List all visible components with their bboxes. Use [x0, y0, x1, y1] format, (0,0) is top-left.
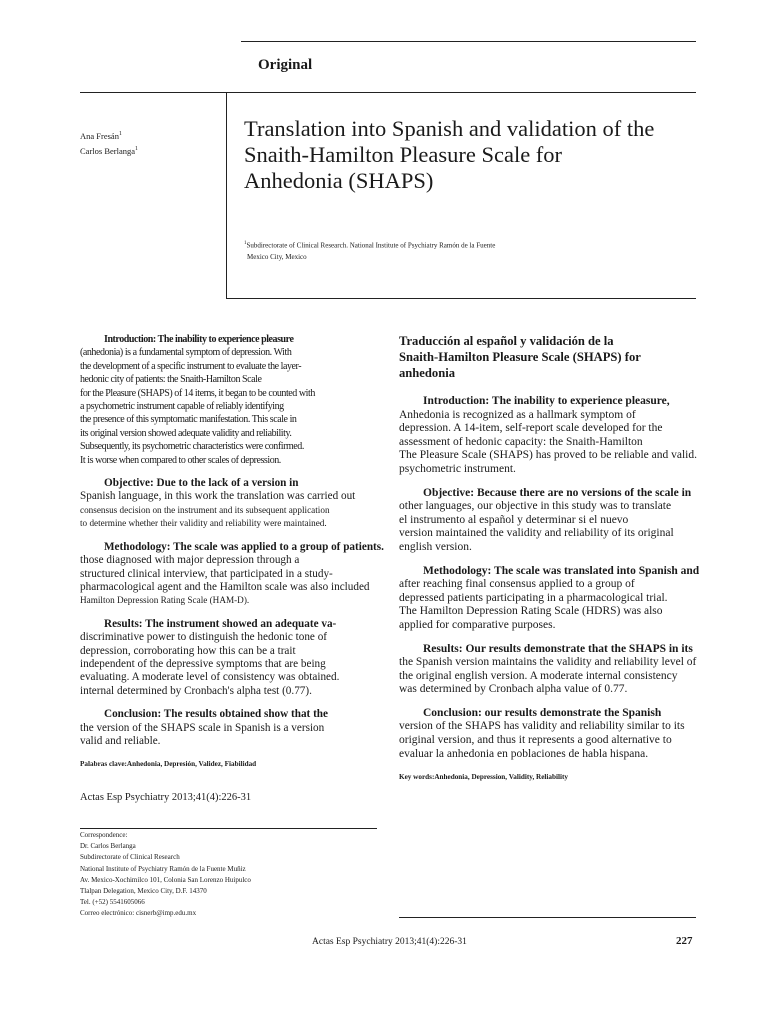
abstract-objective: Objective: Due to the lack of a version in Spanish language, in this work the translation was carried out consensus decision on the instrument and its subsequent application to determine whether their validity and reliability were maintained.: [80, 477, 356, 529]
keywords-es: Palabras clave:Anhedonia, Depresión, Validez, Fiabilidad: [80, 760, 257, 769]
header-bottom-rule: [226, 298, 696, 299]
abstract-conclusion: Conclusion: The results obtained show that the the version of the SHAPS scale in Spanish is a version valid and reliable.: [80, 708, 328, 747]
resumen-methodology: Methodology: The scale was translated into Spanish and after reaching final consensus applied to a group of depressed patients participating in a pharmacological trial. The Hamilton Depression Rating Scale (HDRS) was also applied for comparative purposes.: [399, 564, 700, 631]
author-1: Ana Fresán$^1$: [80, 130, 122, 141]
resumen-results: Results: Our results demonstrate that the SHAPS in its the Spanish version maintains the validity and reliability level of the original english version. A moderate internal consistency was determined by Cronbach alpha value of 0.77.: [399, 642, 697, 696]
correspondence-email: Correo electrónico: cisnerb@imp.edu.mx: [80, 909, 197, 918]
spanish-title: Traducción al español y validación de la Snaith-Hamilton Pleasure Scale (SHAPS) for anhedonia: [399, 334, 641, 380]
abstract-methodology: Methodology: The scale was applied to a group of patients. those diagnosed with major depression through a structured clinical interview, that participated in a study- pharmacological agent and the Hamilton scale was also included Hamilton Depression Rating Scale (HAM-D).: [80, 540, 384, 606]
english-abstract: [80, 333, 396, 772]
page-number: 227: [676, 935, 693, 947]
article-citation: Actas Esp Psychiatry 2013;41(4):226-31: [80, 792, 252, 803]
top-rule: [241, 41, 696, 42]
resumen-introduction: Introduction: The inability to experience pleasure, Anhedonia is recognized as a hallmark symptom of depression. A 14-item, self-report scale developed for the assessment of hedonic capacity: the Snaith-Hamilton The Pleasure Scale (SHAPS) has proved to be reliable and valid. psychometric instrument.: [399, 395, 697, 475]
right-footer-rule: [399, 917, 696, 918]
section-label: Original: [258, 57, 313, 73]
author-2: Carlos Berlanga$^1$: [80, 145, 138, 156]
article-title: Translation into Spanish and validation of the Snaith-Hamilton Pleasure Scale for Anhedonia (SHAPS): [244, 116, 655, 193]
keywords-en: Key words:Anhedonia, Depression, Validity, Reliability: [399, 773, 568, 782]
title-divider-vertical: [226, 93, 227, 298]
resumen-conclusion: Conclusion: our results demonstrate the Spanish version of the SHAPS has validity and reliability similar to its original version, and thus it represents a good alternative to evaluar la anhedonia en poblaciones de habla hispana.: [399, 706, 685, 760]
correspondence-block: Correspondence: Dr. Carlos Berlanga Subdirectorate of Clinical Research National Institute of Psychiatry Ramón de la Fuente Muñiz Av. Mexico-Xochimilco 101, Colonia San Lorenzo Huipulco Tlalpan Delegation, Mexico City, D.F. 14370 Tel. (+52) 5541605066 Correo electrónico: cisnerb@imp.edu.mx: [80, 830, 251, 920]
author-list: [80, 128, 138, 158]
header-rule: [80, 92, 696, 93]
correspondence-rule: [80, 828, 377, 829]
correspondence-heading: Correspondence:: [80, 831, 128, 839]
spanish-abstract: [399, 333, 715, 785]
abstract-introduction: Introduction: The inability to experience pleasure (anhedonia) is a fundamental symptom of depression. With the development of a specific instrument to evaluate the layer- hedonic city of patients: the Snaith-Hamilton Scale for the Pleasure (SHAPS) of 14 items, it began to be counted with a psychometric instrument capable of reliably identifying the presence of this symptomatic manifestation. This scale in its original version showed adequate validity and reliability. Subsequently, its psychometric characteristics were confirmed. It is worse when compared to other scales of depression.: [80, 334, 315, 466]
abstract-results: Results: The instrument showed an adequate va- discriminative power to distinguish the hedonic tone of depression, corroborating how this can be a trait independent of the depressive symptoms that are being evaluating. A moderate level of consistency was obtained. internal determined by Cronbach's alpha test (0.77).: [80, 617, 340, 697]
footer-citation: Actas Esp Psychiatry 2013;41(4):226-31: [312, 937, 467, 947]
affiliation: $^1$Subdirectorate of Clinical Research. National Institute of Psychiatry Ramón de la Fuente Mexico City, Mexico: [244, 241, 496, 262]
resumen-objective: Objective: Because there are no versions of the scale in other languages, our objective in this study was to translate el instrumento al español y determinar si el nuevo version maintained the validity and reliability of its original english version.: [399, 486, 692, 553]
